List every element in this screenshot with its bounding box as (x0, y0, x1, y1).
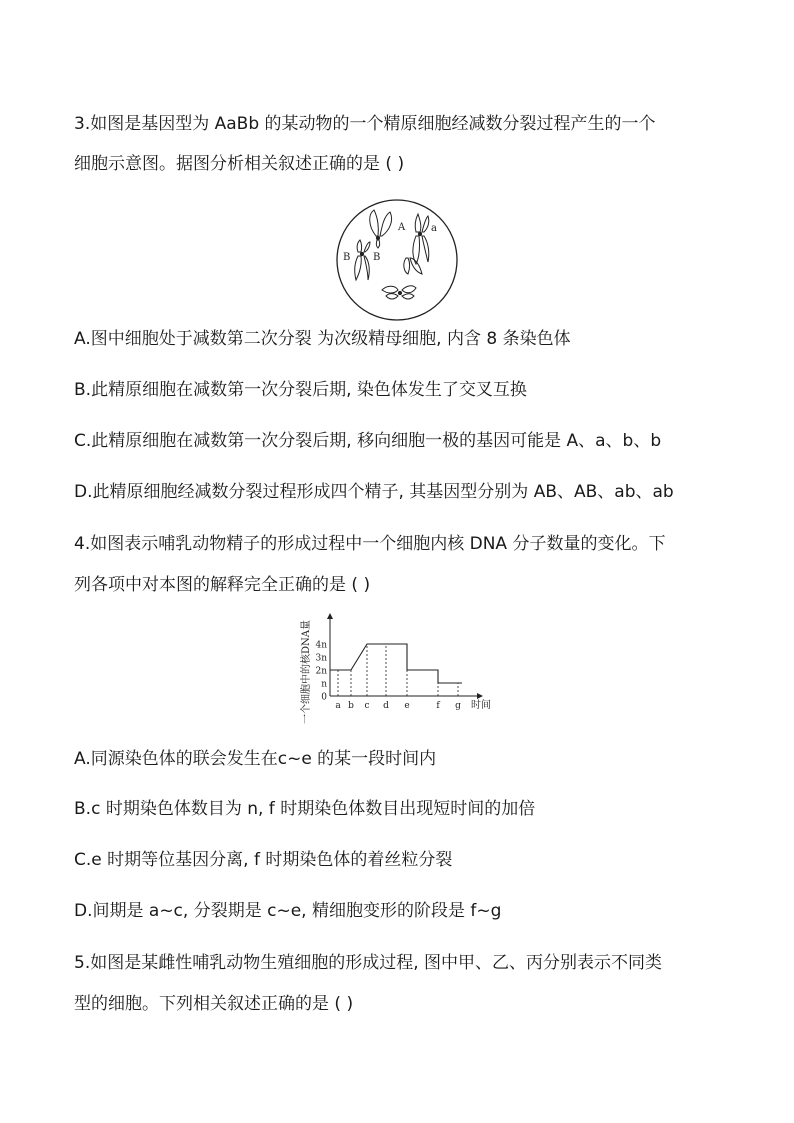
q4-option-c: C.e 时期等位基因分离, f 时期染色体的着丝粒分裂 (74, 850, 453, 870)
y-tick-label: 2n (315, 666, 327, 677)
x-tick-label: a (335, 701, 341, 711)
q4-option-b: B.c 时期染色体数目为 n, f 时期染色体数目出现短时间的加倍 (74, 799, 536, 819)
q3-option-a: A.图中细胞处于减数第二次分裂 为次级精母细胞, 内含 8 条染色体 (74, 329, 571, 349)
x-tick-label: f (436, 701, 440, 711)
x-tick-label: d (383, 701, 389, 711)
q3-cell-diagram (334, 196, 460, 326)
y-tick-label: 3n (315, 653, 327, 664)
x-tick-label: e (404, 701, 410, 711)
q5-stem-line2: 型的细胞。下列相关叙述正确的是 ( ) (74, 994, 354, 1014)
q4-stem-line2: 列各项中对本图的解释完全正确的是 ( ) (74, 575, 371, 595)
gene-label-a: a (431, 223, 437, 234)
chromosome-pair-left (355, 240, 370, 280)
q4-option-a: A.同源染色体的联会发生在c~e 的某一段时间内 (74, 749, 437, 769)
y-tick-label: 0 (321, 692, 327, 703)
chromosome-pair-top-right (413, 214, 429, 264)
q4-option-d: D.间期是 a~c, 分裂期是 c~e, 精细胞变形的阶段是 f~g (74, 901, 502, 921)
chart-ylabel: 一个细胞中的核DNA量 (301, 620, 312, 724)
x-tick-label: g (455, 701, 461, 711)
x-tick-label: b (348, 701, 354, 711)
q3-option-c: C.此精原细胞在减数第一次分裂后期, 移向细胞一极的基因可能是 A、a、b、b (74, 431, 662, 451)
y-tick-label: 4n (315, 640, 327, 651)
q5-stem-line1: 5.如图是某雌性哺乳动物生殖细胞的形成过程, 图中甲、乙、丙分别表示不同类 (74, 953, 663, 973)
y-tick-label: n (321, 679, 327, 690)
gene-label-B-right: B (373, 252, 381, 263)
chart-xlabel: 时间 (471, 700, 491, 711)
chromosome-pair-top-left (370, 210, 392, 248)
gene-label-A: A (398, 222, 406, 233)
q3-stem-line1: 3.如图是基因型为 AaBb 的某动物的一个精原细胞经减数分裂过程产生的一个 (74, 114, 656, 134)
q3-stem-line2: 细胞示意图。据图分析相关叙述正确的是 ( ) (74, 154, 405, 174)
dna-content-line (330, 644, 462, 683)
gene-label-B-left: B (343, 252, 351, 263)
x-tick-label: c (364, 701, 370, 711)
q3-option-d: D.此精原细胞经减数分裂过程形成四个精子, 其基因型分别为 AB、AB、ab、ab (74, 482, 674, 502)
q4-dna-chart (296, 608, 496, 728)
q3-option-b: B.此精原细胞在减数第一次分裂后期, 染色体发生了交叉互换 (74, 380, 527, 400)
q4-stem-line1: 4.如图表示哺乳动物精子的形成过程中一个细胞内核 DNA 分子数量的变化。下 (74, 534, 666, 554)
